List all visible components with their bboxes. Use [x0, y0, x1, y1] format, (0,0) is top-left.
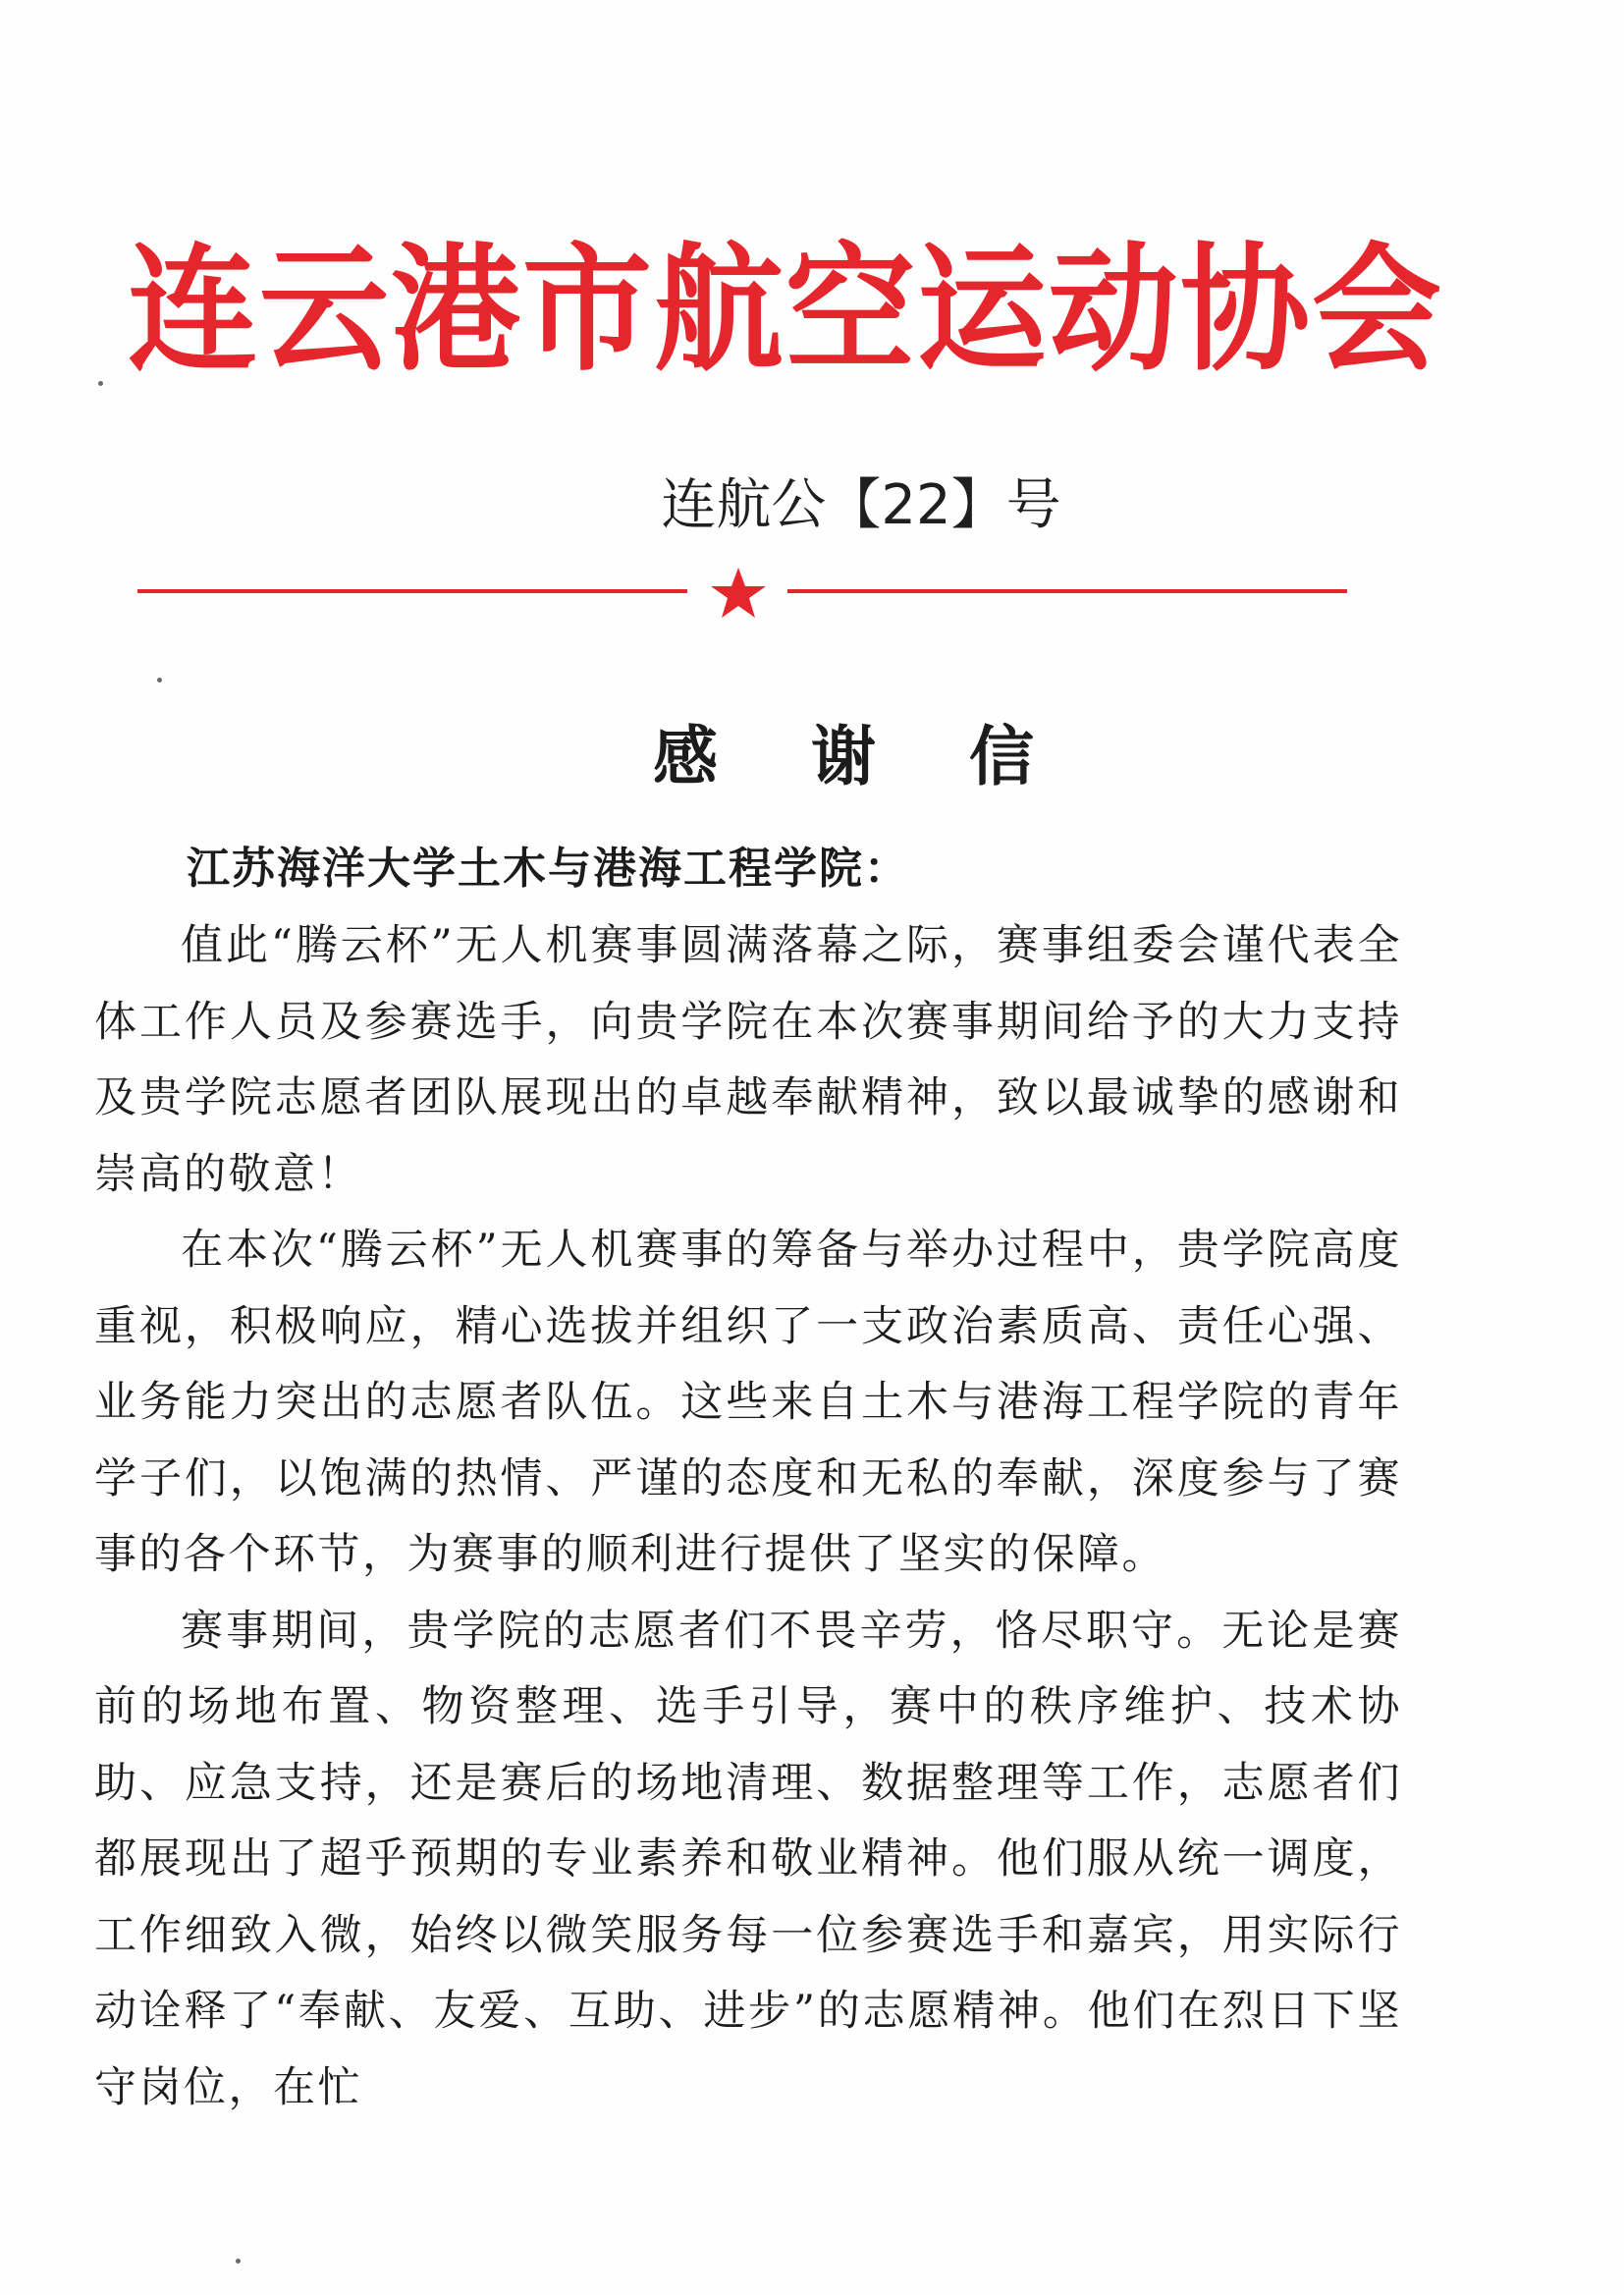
letter-title: 感 谢 信 — [653, 718, 1069, 794]
scan-speck — [98, 381, 103, 386]
document-number: 连航公【22】号 — [661, 473, 1061, 537]
scan-speck — [236, 2259, 241, 2264]
body-paragraph: 在本次“腾云杯”无人机赛事的筹备与举办过程中，贵学院高度重视，积极响应，精心选拔并组织了一支政治素质高、责任心强、业务能力突出的志愿者队伍。这些来自土木与港海工程学院的青年学子们，以饱满的热情、严谨的态度和无私的奉献，深度参与了赛事的各个环节，为赛事的顺利进行提供了坚实的保障。 — [94, 1226, 1402, 1579]
scan-speck — [157, 678, 162, 683]
star-icon — [709, 566, 768, 621]
letter-recipient: 江苏海洋大学土木与港海工程学院： — [187, 844, 909, 894]
body-paragraph: 值此“腾云杯”无人机赛事圆满落幕之际，赛事组委会谨代表全体工作人员及参赛选手，向贵学院在本次赛事期间给予的大力支持及贵学院志愿者团队展现出的卓越奉献精神，致以最诚挚的感谢和崇高的敬意！ — [94, 921, 1402, 1199]
letter-body — [94, 908, 1402, 2126]
divider-line-left — [137, 589, 687, 593]
divider-line-right — [787, 589, 1347, 593]
organization-letterhead: 连云港市航空运动协会 — [128, 230, 1443, 391]
body-paragraph: 赛事期间，贵学院的志愿者们不畏辛劳，恪尽职守。无论是赛前的场地布置、物资整理、选手引导，赛中的秩序维护、技术协助、应急支持，还是赛后的场地清理、数据整理等工作，志愿者们都展现出了超乎预期的专业素养和敬业精神。他们服从统一调度，工作细致入微，始终以微笑服务每一位参赛选手和嘉宾，用实际行动诠释了“奉献、友爱、互助、进步”的志愿精神。他们在烈日下坚守岗位，在忙 — [94, 1606, 1402, 2112]
